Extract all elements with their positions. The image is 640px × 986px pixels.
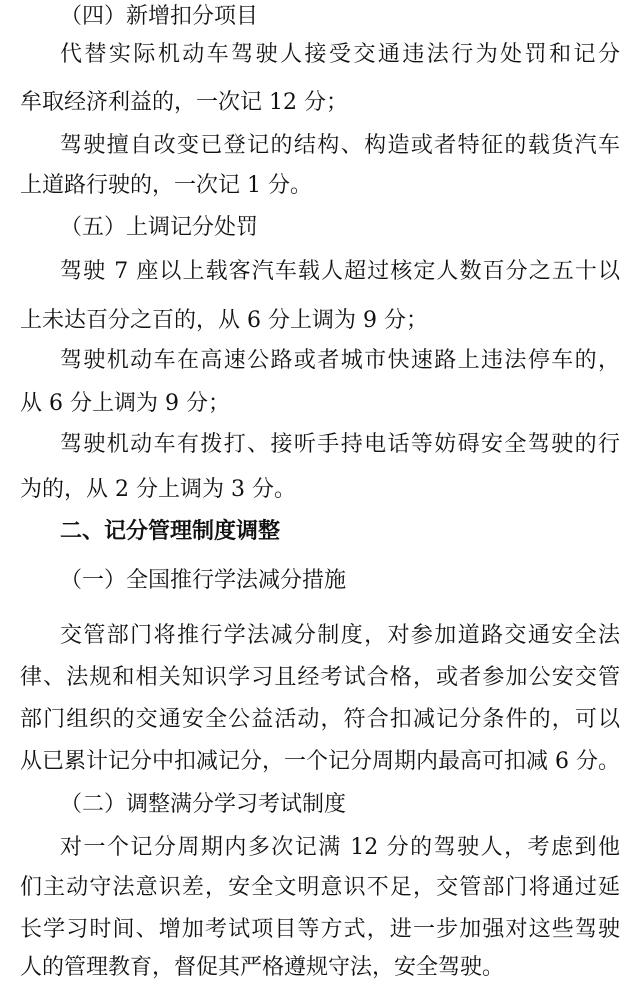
section-heading-4: （四）新增扣分项目 bbox=[60, 4, 259, 29]
paragraph-line: 驾驶擅自改变已登记的结构、构造或者特征的载货汽车 bbox=[60, 133, 620, 158]
paragraph-line: 部门组织的交通安全公益活动，符合扣减记分条件的，可以 bbox=[20, 707, 620, 732]
paragraph-line: 代替实际机动车驾驶人接受交通违法行为处罚和记分 bbox=[60, 42, 620, 67]
paragraph-line: 上未达百分之百的，从 6 分上调为 9 分； bbox=[20, 308, 428, 333]
paragraph-line: 律、法规和相关知识学习且经考试合格，或者参加公安交管 bbox=[20, 665, 620, 690]
paragraph-line: 牟取经济利益的，一次记 12 分； bbox=[20, 90, 348, 115]
paragraph-line: 从已累计记分中扣减记分，一个记分周期内最高可扣减 6 分。 bbox=[20, 749, 620, 774]
paragraph-line: 驾驶 7 座以上载客汽车载人超过核定人数百分之五十以 bbox=[60, 259, 620, 284]
paragraph-line: 为的，从 2 分上调为 3 分。 bbox=[20, 477, 296, 502]
paragraph-line: 对一个记分周期内多次记满 12 分的驾驶人，考虑到他 bbox=[60, 835, 620, 860]
paragraph-line: 驾驶机动车有拨打、接听手持电话等妨碍安全驾驶的行 bbox=[60, 432, 620, 457]
paragraph-line: 从 6 分上调为 9 分； bbox=[20, 391, 230, 416]
section-heading-2: （二）调整满分学习考试制度 bbox=[60, 792, 347, 817]
section-heading-1: （一）全国推行学法减分措施 bbox=[60, 568, 347, 593]
paragraph-line: 交管部门将推行学法减分制度，对参加道路交通安全法 bbox=[60, 623, 620, 648]
paragraph-line: 人的管理教育，督促其严格遵规守法，安全驾驶。 bbox=[20, 955, 505, 980]
section-heading-5: （五）上调记分处罚 bbox=[60, 215, 259, 240]
paragraph-line: 驾驶机动车在高速公路或者城市快速路上违法停车的， bbox=[60, 348, 620, 373]
paragraph-line: 长学习时间、增加考试项目等方式，进一步加强对这些驾驶 bbox=[20, 917, 620, 942]
paragraph-line: 上道路行驶的，一次记 1 分。 bbox=[20, 173, 312, 198]
chapter-heading-2: 二、记分管理制度调整 bbox=[60, 519, 281, 544]
paragraph-line: 们主动守法意识差，安全文明意识不足，交管部门将通过延 bbox=[20, 875, 620, 900]
